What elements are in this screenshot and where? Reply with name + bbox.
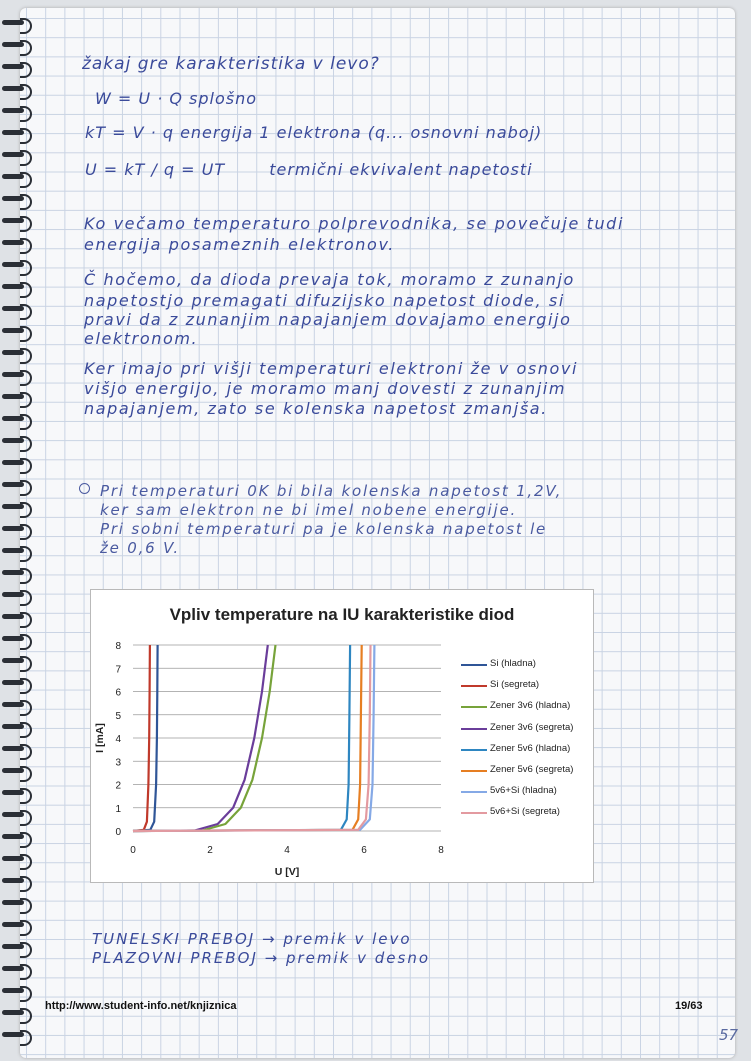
x-tick-label: 6 — [361, 845, 367, 856]
binding-ring — [2, 744, 30, 758]
x-tick-label: 4 — [284, 845, 290, 856]
x-tick-label: 8 — [438, 845, 444, 856]
binding-ring — [2, 1030, 30, 1044]
y-axis-label: I [mA] — [94, 723, 106, 753]
binding-ring — [2, 348, 30, 362]
formula-electron-energy: kT = V · q energija 1 elektrona (q... osnovni naboj) — [85, 123, 543, 142]
legend-swatch — [461, 791, 487, 793]
binding-ring — [2, 326, 30, 340]
y-tick-label: 5 — [115, 710, 121, 722]
x-axis-label: U [V] — [274, 866, 300, 878]
legend-label: Zener 3v6 (segreta) — [490, 721, 574, 733]
lightbulb-icon — [76, 481, 92, 501]
binding-ring — [2, 722, 30, 736]
legend-label: 5v6+Si (hladna) — [490, 785, 557, 797]
binding-ring — [2, 766, 30, 780]
chart-title: Vpliv temperature na IU karakteristike diod — [169, 605, 515, 624]
note-line-4: že 0,6 V. — [100, 539, 181, 557]
binding-ring — [2, 304, 30, 318]
paragraph-2-line-2: napetostjo premagati difuzijsko napetost diode, si — [84, 291, 565, 310]
x-tick-label: 2 — [207, 845, 213, 856]
note-line-2: ker sam elektron ne bi imel nobene energije. — [100, 501, 518, 519]
legend-swatch — [461, 706, 487, 708]
chart-canvas — [91, 590, 593, 882]
paragraph-3-line-1: Ker imajo pri višji temperaturi elektroni že v osnovi — [84, 359, 579, 378]
question-heading: žakaj gre karakteristika v levo? — [82, 54, 380, 74]
binding-ring — [2, 128, 30, 142]
binding-ring — [2, 788, 30, 802]
tunnel-breakdown-note: TUNELSKI PREBOJ → premik v levo — [92, 930, 412, 948]
binding-ring — [2, 238, 30, 252]
legend-swatch — [461, 728, 487, 730]
legend-label: Zener 5v6 (hladna) — [490, 742, 571, 754]
x-tick-label: 0 — [130, 845, 136, 856]
note-line-3: Pri sobni temperaturi pa je kolenska napetost le — [100, 520, 548, 538]
handwritten-page-number: 57 — [719, 1026, 739, 1044]
binding-ring — [2, 832, 30, 846]
legend-swatch — [461, 664, 487, 666]
binding-ring — [2, 260, 30, 274]
binding-ring — [2, 546, 30, 560]
legend-label: Si (hladna) — [490, 658, 536, 669]
paragraph-3-line-3: napajanjem, zato se kolenska napetost zmanjša. — [84, 399, 548, 418]
binding-ring — [2, 458, 30, 472]
binding-ring — [2, 370, 30, 384]
y-tick-label: 1 — [115, 803, 121, 815]
binding-ring — [2, 986, 30, 1000]
iu-characteristics-chart — [90, 589, 594, 883]
binding-ring — [2, 590, 30, 604]
binding-ring — [2, 568, 30, 582]
legend-label: 5v6+Si (segreta) — [490, 806, 560, 818]
paragraph-2-line-3: pravi da z zunanjim napajanjem dovajamo energijo — [84, 310, 572, 329]
binding-ring — [2, 612, 30, 626]
binding-ring — [2, 502, 30, 516]
paragraph-3-line-2: višjo energijo, je moramo manj dovesti z zunanjim — [84, 379, 567, 398]
binding-ring — [2, 436, 30, 450]
thermal-voltage-formula: U = kT / q = UT — [85, 160, 226, 179]
binding-ring — [2, 700, 30, 714]
paragraph-1-line-1: Ko večamo temperaturo polprevodnika, se povečuje tudi — [84, 214, 624, 233]
binding-ring — [2, 942, 30, 956]
y-tick-label: 2 — [115, 780, 121, 792]
legend-label: Si (segreta) — [490, 679, 540, 691]
y-tick-label: 3 — [115, 757, 121, 769]
binding-ring — [2, 524, 30, 538]
binding-ring — [2, 656, 30, 670]
legend-swatch — [461, 749, 487, 751]
binding-ring — [2, 634, 30, 648]
spiral-binding — [0, 18, 34, 1058]
binding-ring — [2, 194, 30, 208]
paragraph-2-line-1: Č hočemo, da dioda prevaja tok, moramo z zunanjo — [84, 270, 575, 289]
y-tick-label: 7 — [115, 664, 121, 676]
y-tick-label: 6 — [115, 687, 121, 699]
binding-ring — [2, 964, 30, 978]
binding-ring — [2, 920, 30, 934]
binding-ring — [2, 1008, 30, 1022]
binding-ring — [2, 854, 30, 868]
binding-ring — [2, 480, 30, 494]
binding-ring — [2, 898, 30, 912]
y-tick-label: 8 — [115, 641, 121, 652]
legend-label: Zener 5v6 (segreta) — [490, 763, 574, 775]
binding-ring — [2, 106, 30, 120]
source-url[interactable]: http://www.student-info.net/knjiznica — [45, 1000, 237, 1012]
binding-ring — [2, 392, 30, 406]
binding-ring — [2, 414, 30, 428]
binding-ring — [2, 678, 30, 692]
binding-ring — [2, 876, 30, 890]
binding-ring — [2, 150, 30, 164]
legend-swatch — [461, 685, 487, 687]
binding-ring — [2, 282, 30, 296]
binding-ring — [2, 40, 30, 54]
formula-energy-general: W = U · Q splošno — [95, 89, 258, 108]
avalanche-breakdown-note: PLAZOVNI PREBOJ → premik v desno — [92, 949, 431, 967]
legend-label: Zener 3v6 (hladna) — [490, 700, 571, 712]
binding-ring — [2, 216, 30, 230]
binding-ring — [2, 18, 30, 32]
binding-ring — [2, 810, 30, 824]
thermal-voltage-label: termični ekvivalent napetosti — [269, 160, 533, 179]
legend-swatch — [461, 770, 487, 772]
note-line-1: Pri temperaturi 0K bi bila kolenska napetost 1,2V, — [100, 482, 563, 500]
legend-swatch — [461, 812, 487, 814]
binding-ring — [2, 84, 30, 98]
page-number: 19/63 — [675, 1000, 703, 1012]
paragraph-2-line-4: elektronom. — [84, 329, 199, 348]
y-tick-label: 4 — [115, 734, 121, 745]
y-tick-label: 0 — [115, 827, 121, 838]
binding-ring — [2, 62, 30, 76]
formula-thermal-voltage — [85, 160, 533, 179]
paragraph-1-line-2: energija posameznih elektronov. — [84, 235, 395, 254]
binding-ring — [2, 172, 30, 186]
